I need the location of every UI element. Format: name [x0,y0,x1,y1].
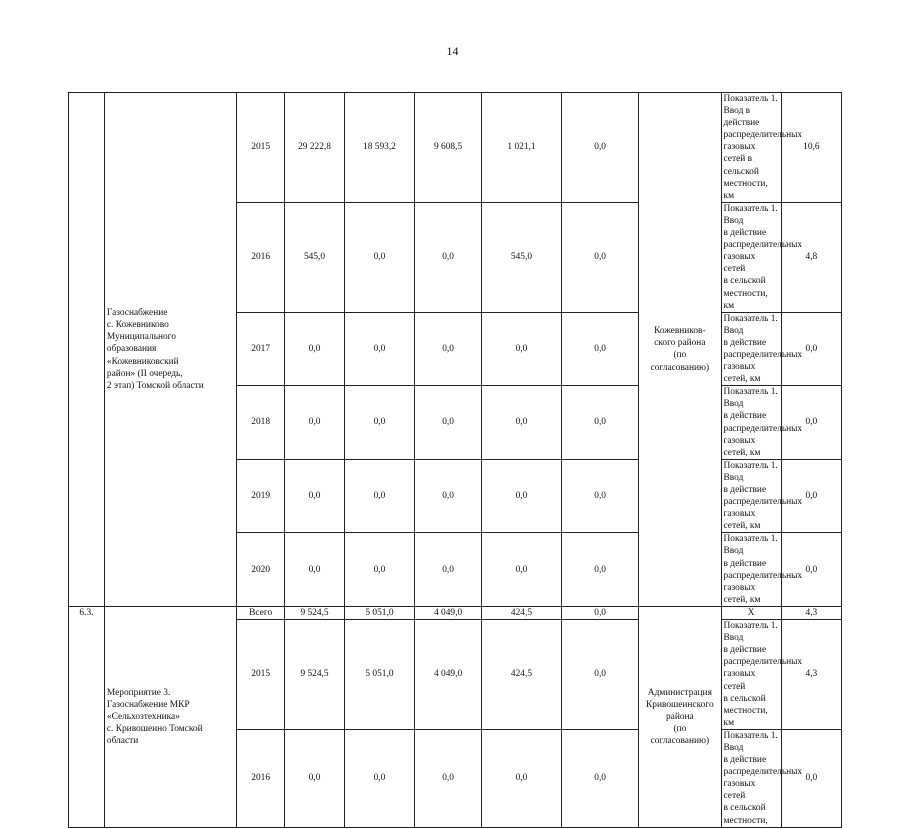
value-cell: 0,0 [344,459,415,533]
value-cell: 424,5 [481,620,561,730]
value-cell: 18 593,2 [344,93,415,203]
value-cell: 0,0 [344,386,415,460]
year-cell: 2015 [236,93,285,203]
value-cell: 9 608,5 [415,93,482,203]
value-cell: 0,0 [562,386,639,460]
indicator-cell: Показатель 1. Ввод в действие распределительных газовых сетей в сельской местности, км [721,202,781,312]
value-cell: 545,0 [285,202,344,312]
year-cell: 2016 [236,202,285,312]
value-cell: 0,0 [344,202,415,312]
value-cell: 0,0 [415,459,482,533]
row-number-cell [69,93,105,607]
year-cell: 2020 [236,533,285,607]
value-cell: 0,0 [344,533,415,607]
year-cell: 2019 [236,459,285,533]
value-cell: 0,0 [415,202,482,312]
value-cell: 0,0 [481,459,561,533]
value-cell: 0,0 [285,312,344,386]
program-table [68,92,842,828]
value-cell: 4 049,0 [415,620,482,730]
row-number-cell: 6.3. [69,606,105,827]
target-value-cell: 0,0 [781,386,841,460]
value-cell: 0,0 [285,459,344,533]
value-cell: 0,0 [344,312,415,386]
value-cell: 5 051,0 [344,620,415,730]
page-number: 14 [446,44,459,58]
value-cell: 0,0 [562,620,639,730]
table-row [69,93,842,203]
indicator-cell: Показатель 1. Ввод в действие распределительных газовых сетей, км [721,533,781,607]
indicator-cell: Показатель 1. Ввод в действие распределительных газовых сетей, км [721,386,781,460]
value-cell: 545,0 [481,202,561,312]
indicator-cell: Показатель 1. Ввод в действие распределительных газовых сетей в сельской местности, км [721,620,781,730]
value-cell: 424,5 [481,606,561,619]
activity-name-cell: Мероприятие 3. Газоснабжение МКР «Сельхозтехника» с. Кривошеино Томской области [104,606,236,827]
target-value-cell: 0,0 [781,459,841,533]
value-cell: 0,0 [415,533,482,607]
indicator-cell: Показатель 1. Ввод в действие распределительных газовых сетей, км [721,459,781,533]
value-cell: 9 524,5 [285,606,344,619]
value-cell: 0,0 [415,312,482,386]
target-value-cell: 0,0 [781,312,841,386]
value-cell: 0,0 [285,533,344,607]
value-cell: 1 021,1 [481,93,561,203]
value-cell: 0,0 [562,606,639,619]
target-value-cell: 4,3 [781,606,841,619]
value-cell: 0,0 [562,533,639,607]
year-cell: 2018 [236,386,285,460]
value-cell: 5 051,0 [344,606,415,619]
value-cell: 0,0 [481,312,561,386]
value-cell: 0,0 [285,386,344,460]
value-cell: 0,0 [481,386,561,460]
value-cell: 29 222,8 [285,93,344,203]
target-value-cell: 0,0 [781,729,841,827]
activity-name-cell: Газоснабжение с. Кожевниково Муниципального образования «Кожевниковский район» (II очередь, 2 этап) Томской области [104,93,236,607]
year-cell: 2016 [236,729,285,827]
value-cell: 9 524,5 [285,620,344,730]
year-cell: Всего [236,606,285,619]
target-value-cell: 4,3 [781,620,841,730]
value-cell: 0,0 [481,533,561,607]
target-value-cell: 4,8 [781,202,841,312]
indicator-cell: Показатель 1. Ввод в действие распределительных газовых сетей в сельской местности, [721,729,781,827]
value-cell: 0,0 [562,202,639,312]
value-cell: 4 049,0 [415,606,482,619]
table-row [69,606,842,619]
value-cell: 0,0 [344,729,415,827]
target-value-cell: 0,0 [781,533,841,607]
responsible-org-cell: Кожевников- ского района (по согласованию) [639,93,721,607]
value-cell: 0,0 [562,312,639,386]
value-cell: 0,0 [562,459,639,533]
value-cell: 0,0 [562,729,639,827]
year-cell: 2015 [236,620,285,730]
year-cell: 2017 [236,312,285,386]
indicator-cell: X [721,606,781,619]
target-value-cell: 10,6 [781,93,841,203]
indicator-cell: Показатель 1. Ввод в действие распределительных газовых сетей в сельской местности, км [721,93,781,203]
value-cell: 0,0 [285,729,344,827]
value-cell: 0,0 [481,729,561,827]
value-cell: 0,0 [562,93,639,203]
value-cell: 0,0 [415,729,482,827]
value-cell: 0,0 [415,386,482,460]
indicator-cell: Показатель 1. Ввод в действие распределительных газовых сетей, км [721,312,781,386]
responsible-org-cell: Администрация Кривошеинского района (по согласованию) [639,606,721,827]
